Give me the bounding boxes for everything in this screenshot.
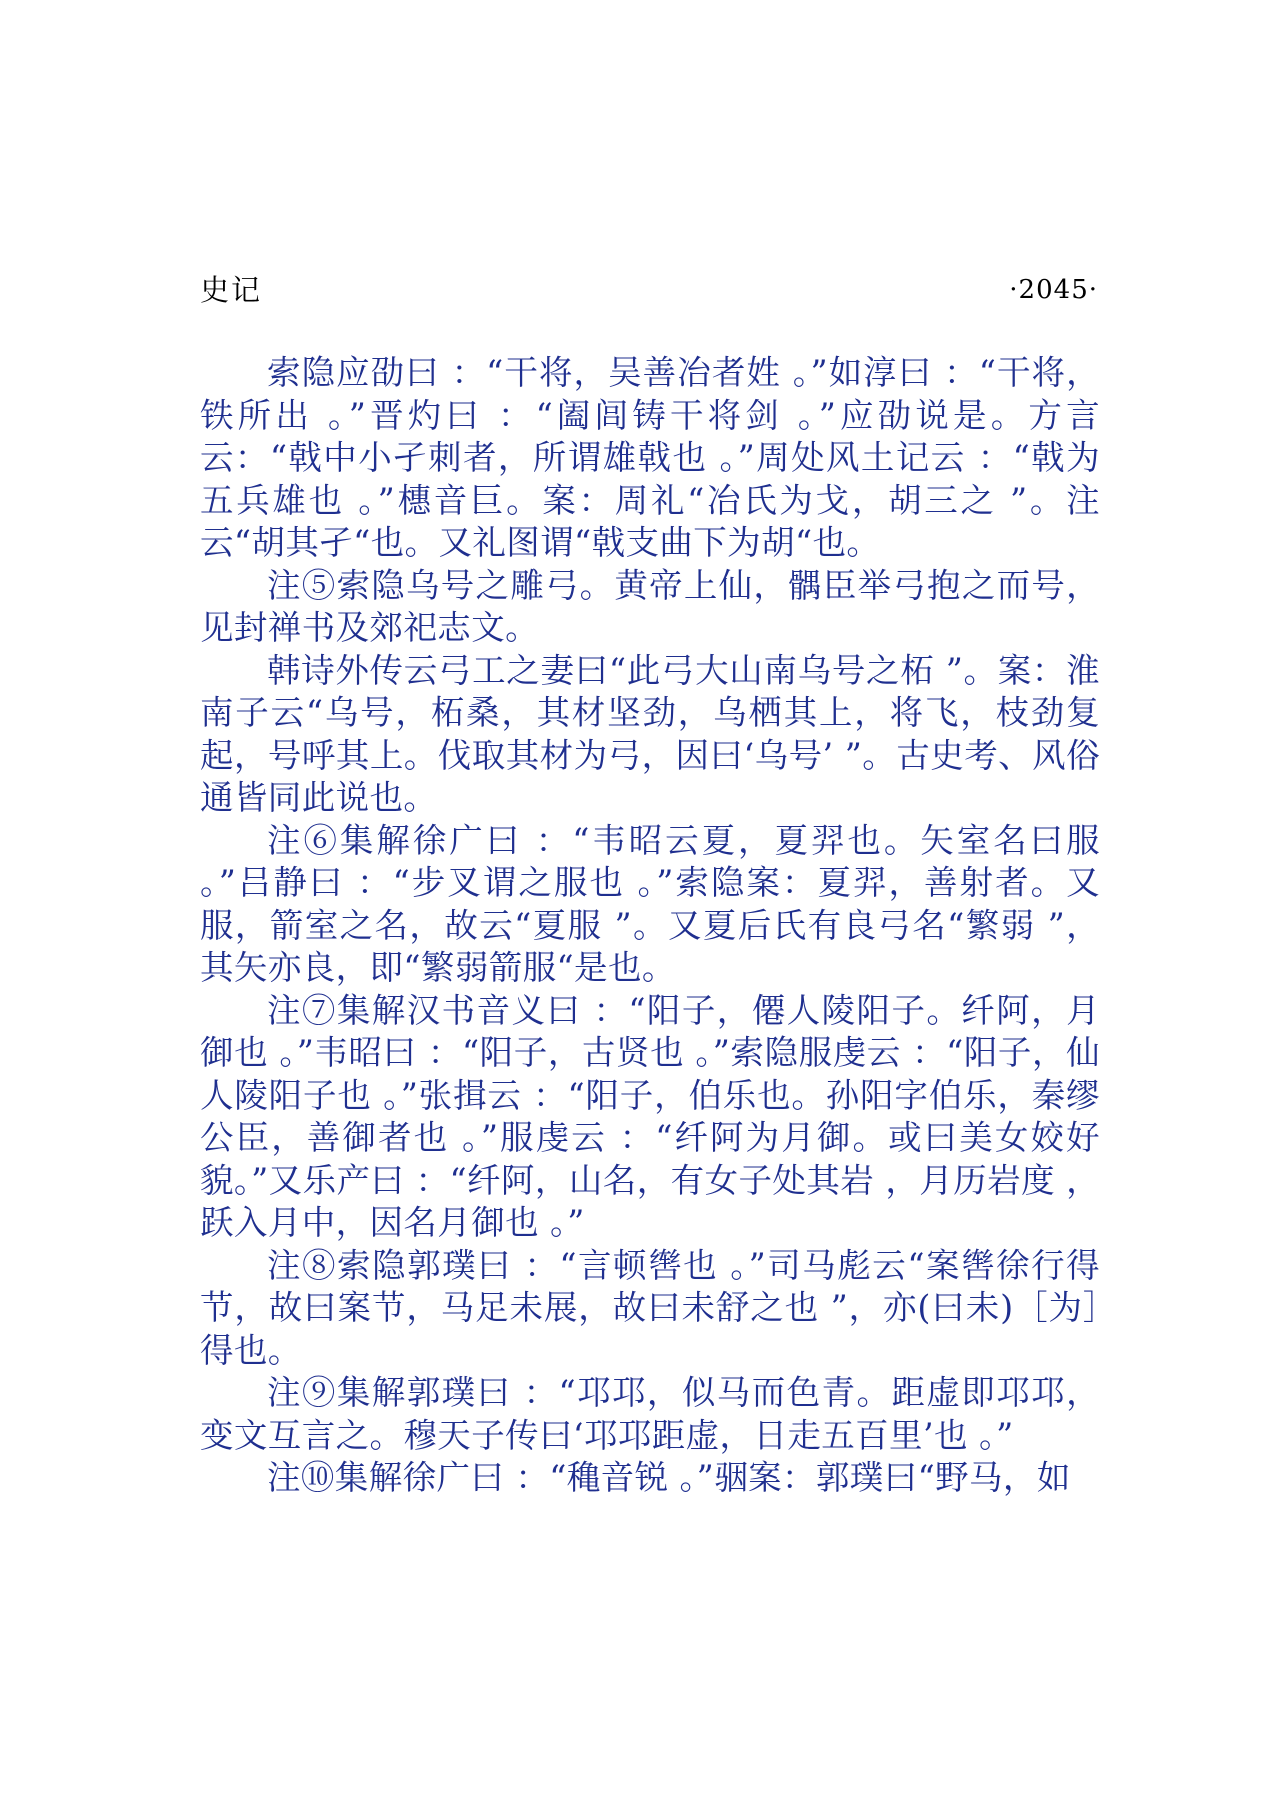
paragraph-note-9: 注⑨集解郭璞曰 ：“邛邛，似马而色青。距虚即邛邛，变文互言之。穆天子传曰‘邛邛距虚，日走五百里’也 。” [200, 1373, 1100, 1455]
paragraph-hanshi-waizhuan: 韩诗外传云弓工之妻曰“此弓大山南乌号之柘 ”。案：淮南子云“乌号，柘桑，其材坚劲，乌栖其上，将飞，枝劲复起，号呼其上。伐取其材为弓，因曰‘乌号’ ”。古史考、风俗通皆同此说也。 [200, 650, 1100, 817]
page-header [200, 268, 1098, 312]
paragraph-note-8: 注⑧索隐郭璞曰 ：“言顿辔也 。”司马彪云“案辔徐行得节，故曰案节，马足未展，故曰未舒之也 ”，亦(曰未)［为］得也。 [200, 1245, 1100, 1370]
paragraph-note-5: 注⑤索隐乌号之雕弓。黄帝上仙，髃臣举弓抱之而号，见封禅书及郊祀志文。 [200, 565, 1100, 647]
page-number: ·2045· [1009, 275, 1098, 305]
paragraph-note-7: 注⑦集解汉书音义曰 ：“阳子，僊人陵阳子。纤阿，月御也 。”韦昭曰 ：“阳子，古贤也 。”索隐服虔云 ：“阳子，仙人陵阳子也 。”张揖云 ：“阳子，伯乐也。孙阳字伯乐，秦缪公臣，善御者也 。”服虔云 ：“纤阿为月御。或曰美女姣好貌。”又乐产曰 ：“纤阿，山名，有女子处其岩 ，月历岩度 ，跃入月中，因名月御也 。” [200, 990, 1100, 1242]
body-text [200, 352, 1100, 1500]
paragraph-note-10: 注⑩集解徐广曰 ：“穐音锐 。”骃案：郭璞曰“野马，如 [267, 1458, 1071, 1497]
paragraph-note-6: 注⑥集解徐广曰 ：“韦昭云夏，夏羿也。矢室名曰服 。”吕静曰 ：“步叉谓之服也 。”索隐案：夏羿，善射者。又服，箭室之名，故云“夏服 ”。又夏后氏有良弓名“繁弱 ”，其矢亦良，即“繁弱箭服“是也。 [200, 820, 1100, 987]
paragraph-suoyin-ganjiang: 索隐应劭曰 ：“干将，吴善冶者姓 。”如淳曰 ：“干将，铁所出 。”晋灼曰 ：“阖闾铸干将剑 。”应劭说是。方言云：“戟中小孑刺者，所谓雄戟也 。”周处风土记云 ：“戟为五兵雄也 。”橞音巨。案：周礼“冶氏为戈，胡三之 ”。注云“胡其孑“也。又礼图谓“戟支曲下为胡“也。 [200, 353, 1100, 562]
book-title: 史记 [200, 273, 263, 307]
